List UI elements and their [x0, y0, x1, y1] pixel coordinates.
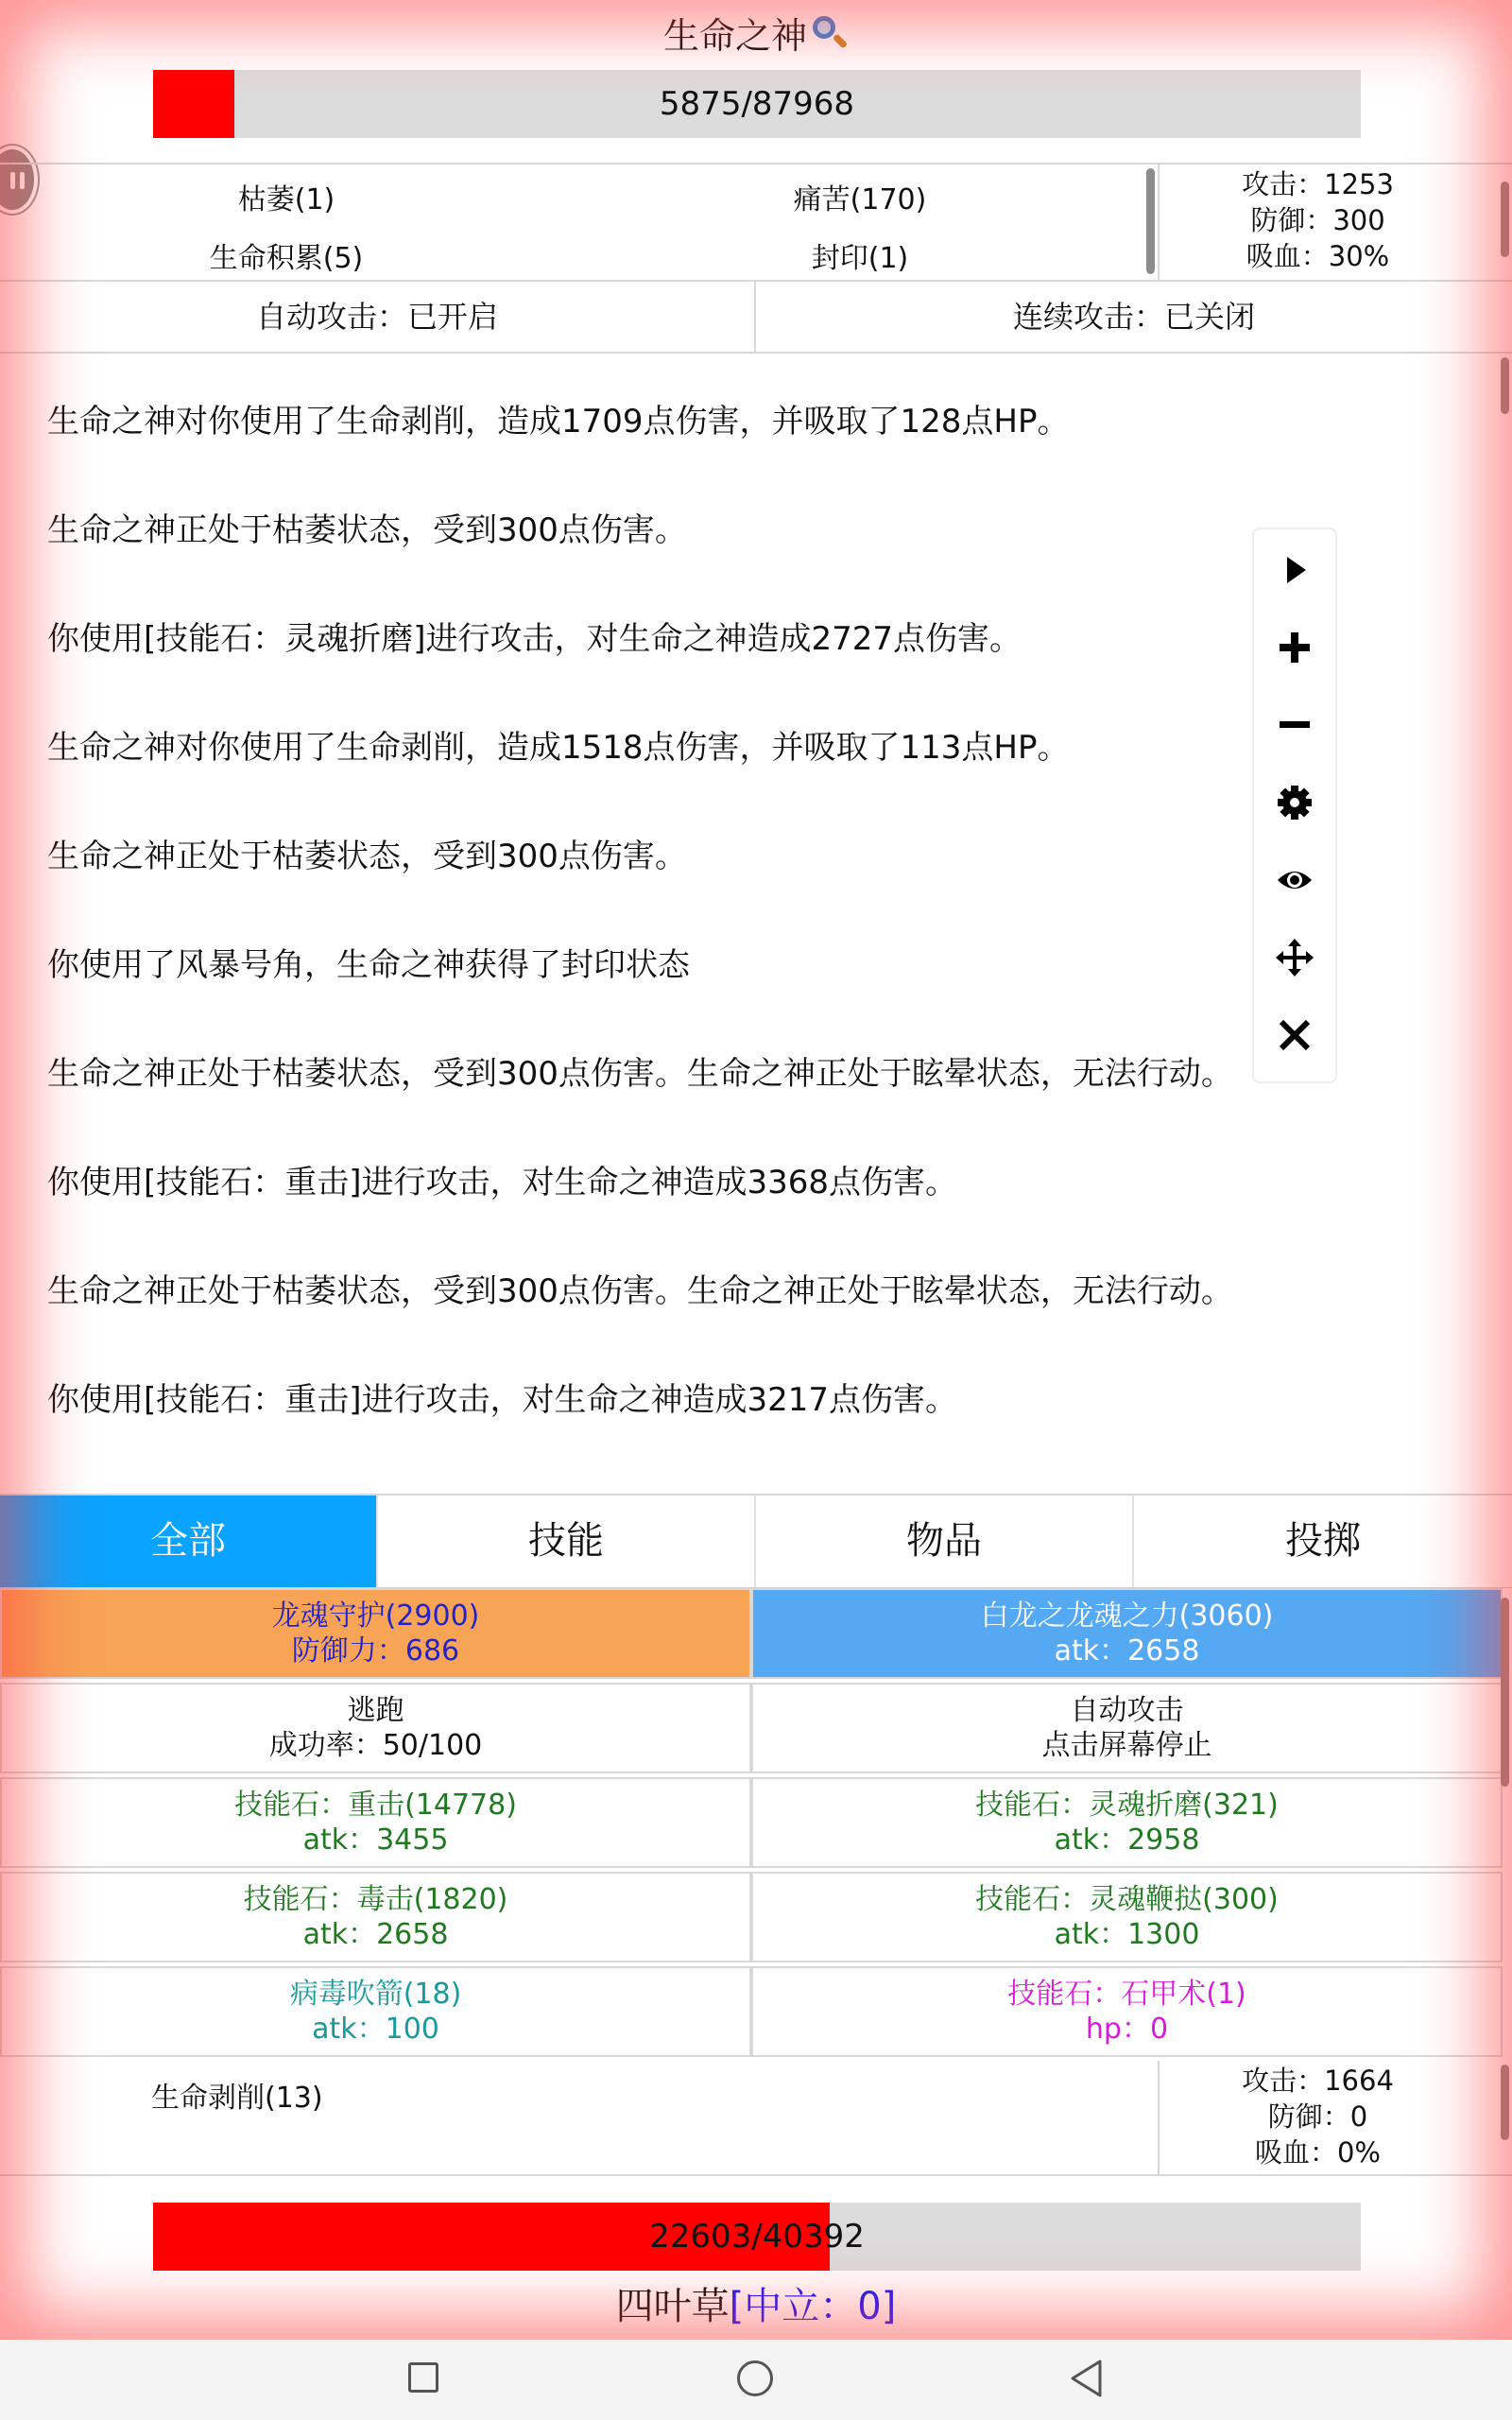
enemy-status-item: 封印(1) [811, 242, 909, 275]
player-status-panel [0, 2061, 1512, 2176]
log-line: 生命之神正处于枯萎状态，受到300点伤害。生命之神正处于眩晕状态，无法行动。 [47, 1272, 1233, 1310]
log-line: 你使用[技能石：重击]进行攻击，对生命之神造成3217点伤害。 [47, 1381, 958, 1419]
log-line: 生命之神对你使用了生命剥削，造成1709点伤害，并吸取了128点HP。 [47, 403, 1070, 441]
grid-scrollbar[interactable] [1501, 1598, 1509, 1787]
player-stats [1158, 2061, 1476, 2176]
eye-icon[interactable] [1254, 841, 1335, 919]
player-scrollbar[interactable] [1501, 2065, 1509, 2140]
circle-icon[interactable] [737, 2360, 773, 2396]
skill-value: 防御力：686 [291, 1634, 460, 1668]
skill-value: hp：0 [1085, 2013, 1169, 2046]
skill-name: 白龙之龙魂之力(3060) [980, 1599, 1274, 1633]
enemy-title [0, 8, 1512, 64]
skill-button-poison-strike[interactable] [0, 1872, 751, 1962]
enemy-name: 生命之神 [662, 15, 807, 57]
skill-value: 成功率：50/100 [268, 1729, 483, 1762]
skill-value: atk：2958 [1054, 1824, 1200, 1857]
player-defense: 防御：0 [1267, 2100, 1368, 2133]
status-scrollbar[interactable] [1146, 168, 1155, 274]
close-icon[interactable] [1254, 996, 1335, 1074]
enemy-hp-text: 5875/87968 [659, 85, 855, 123]
tab-items[interactable]: 物品 [756, 1495, 1134, 1587]
skill-button-white-dragon-power[interactable] [751, 1588, 1503, 1679]
log-line: 生命之神正处于枯萎状态，受到300点伤害。生命之神正处于眩晕状态，无法行动。 [47, 1055, 1233, 1093]
skill-name: 逃跑 [347, 1694, 404, 1727]
player-status-item: 生命剥削(13) [151, 2082, 323, 2115]
square-icon[interactable] [408, 2362, 438, 2393]
gear-icon[interactable] [1254, 764, 1335, 841]
skill-name: 病毒吹箭(18) [289, 1978, 462, 2011]
skill-value: 点击屏幕停止 [1041, 1729, 1212, 1762]
auto-attack-button[interactable] [751, 1683, 1503, 1773]
log-line: 你使用[技能石：重击]进行攻击，对生命之神造成3368点伤害。 [47, 1164, 958, 1201]
log-line: 生命之神正处于枯萎状态，受到300点伤害。 [47, 511, 687, 549]
skill-name: 龙魂守护(2900) [271, 1599, 480, 1633]
skill-button-stone-armor[interactable] [751, 1966, 1503, 2057]
skill-name: 技能石：灵魂鞭挞(300) [975, 1883, 1279, 1916]
tab-skills[interactable]: 技能 [378, 1495, 756, 1587]
enemy-status-item: 生命积累(5) [209, 242, 364, 275]
skill-value: atk：1300 [1054, 1918, 1200, 1951]
floating-toolbar [1252, 527, 1337, 1083]
log-line: 你使用[技能石：灵魂折磨]进行攻击，对生命之神造成2727点伤害。 [47, 620, 1022, 658]
enemy-lifesteal: 吸血：30% [1246, 240, 1390, 272]
play-icon[interactable] [1254, 531, 1335, 609]
enemy-hp-bar [153, 70, 1361, 138]
log-line: 你使用了风暴号角，生命之神获得了封印状态 [47, 946, 690, 984]
enemy-attack: 攻击：1253 [1242, 168, 1394, 200]
stats-scrollbar[interactable] [1501, 182, 1509, 257]
enemy-stats [1158, 164, 1476, 282]
tab-all[interactable]: 全部 [0, 1495, 378, 1587]
skill-name: 技能石：石甲术(1) [1007, 1978, 1246, 2011]
player-attack: 攻击：1664 [1242, 2065, 1394, 2097]
skill-value: atk：2658 [302, 1918, 449, 1951]
item-button-poison-dart[interactable] [0, 1966, 751, 2057]
enemy-status-item: 痛苦(170) [793, 183, 927, 216]
skill-value: atk：100 [312, 2013, 439, 2046]
skill-button-soul-torment[interactable] [751, 1777, 1503, 1868]
minus-icon[interactable] [1254, 686, 1335, 764]
magnifier-icon[interactable] [811, 14, 849, 52]
flee-button[interactable] [0, 1683, 751, 1773]
skill-button-soul-lash[interactable] [751, 1872, 1503, 1962]
tab-throw[interactable]: 投掷 [1134, 1495, 1512, 1587]
auto-attack-toggle[interactable]: 自动攻击：已开启 [0, 282, 756, 352]
skill-name: 技能石：重击(14778) [234, 1789, 517, 1822]
skill-button-dragon-soul-guard[interactable] [0, 1588, 751, 1679]
mode-row [0, 282, 1512, 354]
move-icon[interactable] [1254, 919, 1335, 996]
player-name: 四叶草 [615, 2285, 730, 2328]
enemy-status-panel [0, 163, 1512, 282]
player-hp-text: 22603/40392 [649, 2218, 865, 2256]
enemy-status-item: 枯萎(1) [237, 183, 335, 216]
log-line: 生命之神对你使用了生命剥削，造成1518点伤害，并吸取了113点HP。 [47, 729, 1070, 767]
plus-icon[interactable] [1254, 609, 1335, 686]
action-tabs [0, 1494, 1512, 1588]
skill-button-heavy-strike[interactable] [0, 1777, 751, 1868]
log-line: 生命之神正处于枯萎状态，受到300点伤害。 [47, 838, 687, 875]
skill-value: atk：3455 [302, 1824, 449, 1857]
back-triangle-icon[interactable] [1068, 2359, 1106, 2402]
skill-value: atk：2658 [1054, 1634, 1200, 1668]
skill-name: 自动攻击 [1070, 1694, 1184, 1727]
enemy-defense: 防御：300 [1250, 204, 1385, 236]
player-faction: [中立：0] [729, 2285, 897, 2328]
skill-name: 技能石：灵魂折磨(321) [975, 1789, 1279, 1822]
system-nav-bar [0, 2340, 1512, 2420]
player-hp-bar [153, 2203, 1361, 2271]
log-scrollbar[interactable] [1501, 357, 1509, 414]
skill-name: 技能石：毒击(1820) [243, 1883, 508, 1916]
combat-log [47, 397, 1295, 1484]
player-name-line [0, 2276, 1512, 2337]
combo-attack-toggle[interactable]: 连续攻击：已关闭 [1012, 299, 1255, 335]
player-lifesteal: 吸血：0% [1254, 2136, 1381, 2169]
